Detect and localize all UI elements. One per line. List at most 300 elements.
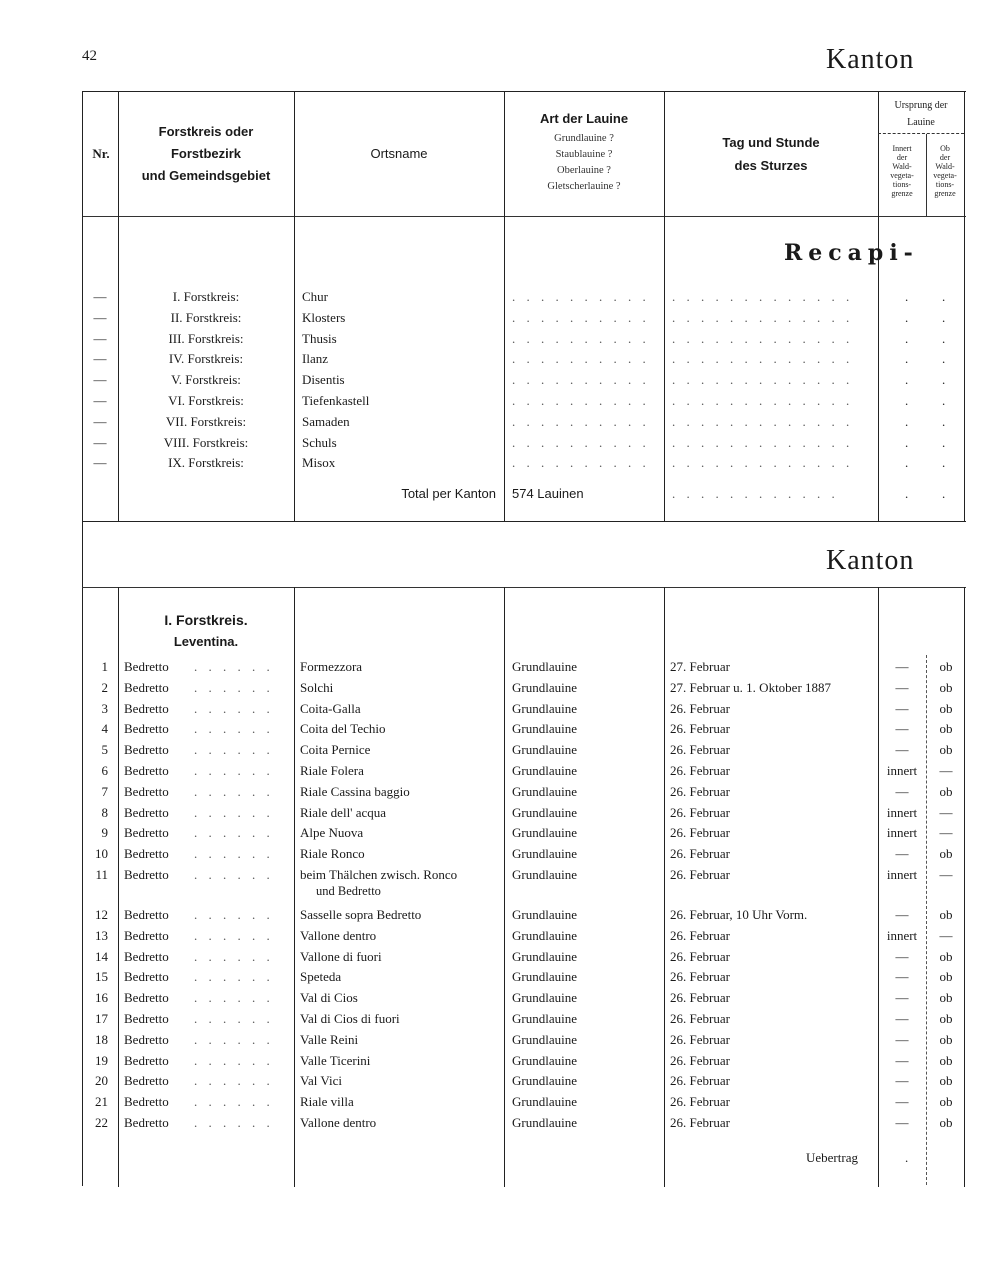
row-innert: — — [895, 1115, 909, 1130]
table-row — [0, 987, 1000, 1008]
section-title: I. Forstkreis. — [164, 612, 248, 628]
recap-title: Recapi- — [784, 240, 919, 266]
row-gemeinde: Bedretto — [124, 969, 169, 985]
recap-art-dots: . . . . . . . . . . — [512, 372, 650, 388]
row-ortsname: Formezzora — [300, 659, 363, 674]
recap-ort: Misox — [302, 455, 336, 471]
row-tag: 26. Februar — [670, 969, 730, 985]
row-leader-dots: . . . . . . — [194, 1011, 274, 1026]
recap-ob-dot: . — [942, 372, 946, 388]
total-mark-innert: . — [905, 486, 909, 501]
row-nr: 7 — [101, 783, 108, 799]
row-ortsname: Riale Ronco — [300, 846, 365, 862]
recap-kreis: VIII. Forstkreis: — [163, 434, 249, 450]
row-ob: — — [939, 763, 953, 778]
recap-ob-dot: . — [942, 413, 946, 429]
row-leader-dots: . . . . . . — [194, 700, 274, 716]
recap-tag-dots: . . . . . . . . . . . . . — [672, 309, 854, 325]
header-art-title: Art der Lauine — [539, 111, 629, 126]
row-gemeinde: Bedretto — [124, 927, 169, 943]
row-ortsname: Vallone di fuori — [300, 948, 382, 964]
recap-row — [0, 307, 1000, 328]
recap-tag-dots: . . . . . . . . . . . . . — [672, 434, 854, 450]
header-ursprung-1: Ursprung der — [894, 100, 948, 111]
row-innert: — — [895, 907, 909, 922]
header-tag-2: des Sturzes — [734, 158, 808, 173]
row-ortsname: Val di Cios — [300, 990, 358, 1006]
table-row — [0, 677, 1000, 698]
row-ob: ob — [939, 990, 953, 1006]
row-gemeinde: Bedretto — [124, 1115, 169, 1130]
recap-ort: Disentis — [302, 372, 345, 388]
row-innert: — — [895, 659, 909, 674]
recap-nr: — — [93, 330, 107, 346]
row-tag: 27. Februar — [670, 659, 730, 674]
section-top-rule — [82, 587, 966, 588]
row-nr: 2 — [101, 679, 108, 695]
row-gemeinde: Bedretto — [124, 659, 169, 674]
section-subtitle: Leventina. — [173, 634, 239, 649]
table-row — [0, 1008, 1000, 1029]
row-art: Grundlauine — [512, 969, 577, 985]
recap-tag-dots: . . . . . . . . . . . . . — [672, 372, 854, 388]
kanton-heading-top: Kanton — [826, 44, 915, 75]
recap-innert-dot: . — [905, 413, 909, 429]
header-ortsname: Ortsname — [370, 146, 428, 161]
recap-ob-dot: . — [942, 289, 946, 304]
row-art: Grundlauine — [512, 1011, 577, 1026]
recap-ob-dot: . — [942, 351, 946, 367]
row-gemeinde: Bedretto — [124, 1011, 169, 1026]
row-tag: 26. Februar — [670, 948, 730, 964]
row-innert: — — [895, 1052, 909, 1068]
recap-tag-dots: . . . . . . . . . . . . . — [672, 330, 854, 346]
row-tag: 26. Februar — [670, 804, 730, 820]
recap-innert-dot: . — [905, 372, 909, 388]
row-tag: 26. Februar — [670, 825, 730, 841]
row-gemeinde: Bedretto — [124, 1073, 169, 1089]
row-innert: — — [895, 1011, 909, 1026]
row-tag: 26. Februar — [670, 867, 730, 882]
row-nr: 16 — [95, 990, 108, 1006]
recap-ob-dot: . — [942, 455, 946, 471]
row-tag: 26. Februar — [670, 763, 730, 778]
row-art: Grundlauine — [512, 700, 577, 716]
row-innert: innert — [886, 763, 918, 778]
header-innert-1: Innert — [892, 144, 912, 153]
row-leader-dots: . . . . . . — [194, 948, 274, 964]
row-innert: — — [895, 721, 909, 737]
recap-row — [0, 328, 1000, 349]
table-row — [0, 739, 1000, 760]
recap-nr: — — [93, 434, 107, 450]
recap-ob-dot: . — [942, 434, 946, 450]
row-nr: 21 — [95, 1094, 108, 1110]
row-gemeinde: Bedretto — [124, 763, 169, 778]
header-bottom-rule — [82, 216, 966, 217]
header-ob-3: Wald- — [935, 162, 955, 171]
recap-kreis: V. Forstkreis: — [171, 372, 241, 388]
row-nr: 13 — [95, 927, 108, 943]
recap-ort: Schuls — [302, 434, 337, 450]
row-ob: ob — [939, 783, 953, 799]
row-gemeinde: Bedretto — [124, 846, 169, 862]
row-gemeinde: Bedretto — [124, 742, 169, 758]
recap-ob-dot: . — [942, 330, 946, 346]
table-row — [0, 904, 1000, 925]
header-ob-4: vegeta- — [933, 171, 957, 180]
recap-tag-dots: . . . . . . . . . . . . . — [672, 351, 854, 367]
row-art: Grundlauine — [512, 721, 577, 737]
row-art: Grundlauine — [512, 783, 577, 799]
row-innert: — — [895, 783, 909, 799]
row-nr: 17 — [95, 1011, 108, 1026]
row-ortsname: Solchi — [300, 679, 334, 695]
recap-art-dots: . . . . . . . . . . — [512, 455, 650, 471]
recap-kreis: III. Forstkreis: — [168, 330, 244, 346]
row-leader-dots: . . . . . . — [194, 907, 274, 922]
row-art: Grundlauine — [512, 659, 577, 674]
header-art-opt-3: Oberlauine ? — [557, 165, 611, 176]
header-innert — [878, 144, 926, 198]
total-label: Total per Kanton — [401, 486, 496, 501]
table-row — [0, 1050, 1000, 1071]
row-ortsname: Vallone dentro — [300, 927, 377, 943]
total-value: 574 Lauinen — [512, 486, 584, 501]
recap-ort: Samaden — [302, 413, 350, 429]
recap-kreis: I. Forstkreis: — [172, 289, 240, 304]
row-leader-dots: . . . . . . — [194, 742, 274, 758]
header-ob-6: grenze — [934, 189, 956, 198]
row-nr: 10 — [95, 846, 108, 862]
recap-art-dots: . . . . . . . . . . — [512, 289, 650, 304]
row-nr: 14 — [95, 948, 108, 964]
row-leader-dots: . . . . . . — [194, 721, 274, 737]
row-ob: — — [939, 804, 953, 820]
recap-row — [0, 369, 1000, 390]
row-leader-dots: . . . . . . — [194, 969, 274, 985]
row-tag: 26. Februar — [670, 1094, 730, 1110]
row-art: Grundlauine — [512, 1052, 577, 1068]
row-innert: — — [895, 1073, 909, 1089]
table-row — [0, 1029, 1000, 1050]
row-tag: 26. Februar — [670, 1073, 730, 1089]
ursprung-subrule — [878, 133, 964, 134]
header-ob-1: Ob — [940, 144, 950, 153]
row-nr: 20 — [95, 1073, 108, 1089]
row-innert: innert — [886, 927, 918, 943]
header-ursprung-2: Lauine — [907, 117, 935, 128]
row-gemeinde: Bedretto — [124, 907, 169, 922]
row-ortsname: Valle Reini — [300, 1031, 359, 1047]
row-nr: 4 — [101, 721, 108, 737]
row-leader-dots: . . . . . . — [194, 1073, 274, 1089]
table-row — [0, 698, 1000, 719]
row-ob: ob — [939, 1094, 953, 1110]
row-innert: — — [895, 969, 909, 985]
recap-art-dots: . . . . . . . . . . — [512, 351, 650, 367]
recap-tag-dots: . . . . . . . . . . . . . — [672, 455, 854, 471]
header-innert-5: tions- — [892, 180, 912, 189]
row-art: Grundlauine — [512, 1031, 577, 1047]
row-leader-dots: . . . . . . — [194, 679, 274, 695]
table-row — [0, 1070, 1000, 1091]
row-innert: — — [895, 990, 909, 1006]
header-nr: Nr. — [92, 146, 110, 161]
row-ob: ob — [939, 679, 953, 695]
row-leader-dots: . . . . . . — [194, 1094, 274, 1110]
row-art: Grundlauine — [512, 948, 577, 964]
recap-kreis: IX. Forstkreis: — [168, 455, 244, 471]
recap-nr: — — [93, 289, 107, 304]
row-ortsname: beim Thälchen zwisch. Ronco — [300, 867, 458, 882]
recap-ort: Ilanz — [302, 351, 328, 367]
row-nr: 22 — [95, 1115, 108, 1130]
recap-innert-dot: . — [905, 434, 909, 450]
table-row — [0, 864, 1000, 898]
row-nr: 1 — [101, 659, 108, 674]
row-leader-dots: . . . . . . — [194, 927, 274, 943]
row-ob: ob — [939, 1115, 953, 1130]
row-gemeinde: Bedretto — [124, 783, 169, 799]
row-tag: 26. Februar — [670, 742, 730, 758]
row-nr: 6 — [101, 763, 108, 778]
row-gemeinde: Bedretto — [124, 867, 169, 882]
recap-kreis: VII. Forstkreis: — [165, 413, 247, 429]
row-tag: 26. Februar, 10 Uhr Vorm. — [670, 907, 808, 922]
recap-innert-dot: . — [905, 455, 909, 471]
recap-row — [0, 411, 1000, 432]
row-tag: 26. Februar — [670, 1011, 730, 1026]
uebertrag-dot: . — [905, 1150, 909, 1165]
recap-tag-dots: . . . . . . . . . . . . . — [672, 413, 854, 429]
table-row — [0, 925, 1000, 946]
recap-tag-dots: . . . . . . . . . . . . . — [672, 393, 854, 408]
table-row — [0, 822, 1000, 843]
recap-ort: Klosters — [302, 309, 346, 325]
row-ob: — — [939, 867, 953, 882]
row-tag: 26. Februar — [670, 1115, 730, 1130]
row-ortsname: Riale Cassina baggio — [300, 783, 410, 799]
table-row — [0, 802, 1000, 823]
row-leader-dots: . . . . . . — [194, 1052, 274, 1068]
row-leader-dots: . . . . . . — [194, 846, 274, 862]
row-tag: 27. Februar u. 1. Oktober 1887 — [670, 679, 832, 695]
row-ob: ob — [939, 659, 953, 674]
header-innert-4: vegeta- — [890, 171, 914, 180]
row-nr: 5 — [101, 742, 108, 758]
row-ortsname: Riale Folera — [300, 763, 364, 778]
header-top-rule — [82, 91, 966, 92]
row-tag: 26. Februar — [670, 990, 730, 1006]
row-innert: innert — [886, 825, 918, 841]
recap-nr: — — [93, 393, 107, 408]
row-nr: 19 — [95, 1052, 108, 1068]
row-art: Grundlauine — [512, 804, 577, 820]
row-ob: ob — [939, 721, 953, 737]
row-tag: 26. Februar — [670, 927, 730, 943]
row-art: Grundlauine — [512, 825, 577, 841]
recap-kreis: VI. Forstkreis: — [168, 393, 244, 408]
row-nr: 12 — [95, 907, 108, 922]
row-art: Grundlauine — [512, 1094, 577, 1110]
recap-art-dots: . . . . . . . . . . — [512, 309, 650, 325]
page-number: 42 — [82, 48, 97, 64]
row-tag: 26. Februar — [670, 700, 730, 716]
row-innert: — — [895, 948, 909, 964]
table-row — [0, 781, 1000, 802]
row-ob: ob — [939, 846, 953, 862]
recap-nr: — — [93, 351, 107, 367]
row-art: Grundlauine — [512, 763, 577, 778]
recap-bottom-rule — [82, 521, 966, 522]
row-innert: — — [895, 1031, 909, 1047]
header-art-opt-1: Grundlauine ? — [554, 133, 614, 144]
table-row — [0, 718, 1000, 739]
table-row — [0, 760, 1000, 781]
recap-nr: — — [93, 372, 107, 388]
row-ob: — — [939, 927, 953, 943]
row-gemeinde: Bedretto — [124, 990, 169, 1006]
row-art: Grundlauine — [512, 679, 577, 695]
row-nr: 15 — [95, 969, 108, 985]
row-art: Grundlauine — [512, 1073, 577, 1089]
row-leader-dots: . . . . . . — [194, 867, 274, 882]
recap-ort: Tiefenkastell — [302, 393, 370, 408]
table-row — [0, 1112, 1000, 1133]
row-nr: 18 — [95, 1031, 108, 1047]
row-innert: — — [895, 700, 909, 716]
recap-innert-dot: . — [905, 393, 909, 408]
header-ob-2: der — [939, 153, 951, 162]
recap-row — [0, 390, 1000, 411]
recap-innert-dot: . — [905, 289, 909, 304]
recap-innert-dot: . — [905, 351, 909, 367]
row-gemeinde: Bedretto — [124, 825, 169, 841]
header-forstkreis-1: Forstkreis oder — [158, 124, 254, 139]
total-row — [0, 483, 1000, 504]
row-art: Grundlauine — [512, 867, 577, 882]
row-ortsname: Val di Cios di fuori — [300, 1011, 400, 1026]
row-leader-dots: . . . . . . — [194, 783, 274, 799]
header-art-opt-2: Staublauine ? — [555, 149, 613, 160]
recap-nr: — — [93, 309, 107, 325]
row-ortsname: Riale dell' acqua — [300, 804, 387, 820]
header-innert-3: Wald- — [892, 162, 912, 171]
recap-ob-dot: . — [942, 393, 946, 408]
row-tag: 26. Februar — [670, 1031, 730, 1047]
row-innert: — — [895, 846, 909, 862]
row-leader-dots: . . . . . . — [194, 804, 274, 820]
recap-row — [0, 286, 1000, 307]
row-art: Grundlauine — [512, 990, 577, 1006]
recap-nr: — — [93, 455, 107, 471]
header-tag-1: Tag und Stunde — [722, 135, 820, 150]
header-forstkreis-2: Forstbezirk — [170, 146, 242, 161]
kanton-heading-bottom: Kanton — [826, 545, 915, 576]
recap-nr: — — [93, 413, 107, 429]
row-ortsname: Coita del Techio — [300, 721, 386, 737]
row-innert: innert — [886, 804, 918, 820]
recap-row — [0, 348, 1000, 369]
row-ob: ob — [939, 1011, 953, 1026]
row-innert: innert — [886, 867, 918, 882]
row-ortsname: Vallone dentro — [300, 1115, 377, 1130]
row-nr: 9 — [101, 825, 108, 841]
row-gemeinde: Bedretto — [124, 1031, 169, 1047]
row-art: Grundlauine — [512, 1115, 577, 1130]
row-ortsname: Sasselle sopra Bedretto — [300, 907, 422, 922]
recap-row — [0, 432, 1000, 453]
row-ob: ob — [939, 948, 953, 964]
row-nr: 11 — [95, 867, 108, 882]
table-row — [0, 1091, 1000, 1112]
row-innert: — — [895, 742, 909, 758]
row-gemeinde: Bedretto — [124, 700, 169, 716]
row-innert: — — [895, 679, 909, 695]
recap-innert-dot: . — [905, 309, 909, 325]
header-innert-2: der — [896, 153, 908, 162]
row-ortsname: Coita Pernice — [300, 742, 371, 758]
table-row — [0, 843, 1000, 864]
row-ortsname: Riale villa — [300, 1094, 354, 1110]
row-tag: 26. Februar — [670, 1052, 730, 1068]
header-art-opt-4: Gletscherlauine ? — [547, 181, 621, 192]
recap-ort: Thusis — [302, 330, 337, 346]
row-tag: 26. Februar — [670, 783, 730, 799]
row-art: Grundlauine — [512, 907, 577, 922]
row-ob: ob — [939, 1052, 953, 1068]
header-innert-6: grenze — [891, 189, 913, 198]
row-gemeinde: Bedretto — [124, 679, 169, 695]
row-ortsname: Val Vici — [300, 1073, 342, 1089]
row-ortsname-cont: und Bedretto — [316, 884, 381, 898]
row-ob: ob — [939, 742, 953, 758]
row-leader-dots: . . . . . . — [194, 659, 274, 674]
row-ortsname: Coita-Galla — [300, 700, 361, 716]
recap-tag-dots: . . . . . . . . . . . . . — [672, 289, 854, 304]
table-row — [0, 946, 1000, 967]
row-leader-dots: . . . . . . — [194, 763, 274, 778]
row-ob: ob — [939, 907, 953, 922]
row-gemeinde: Bedretto — [124, 948, 169, 964]
recap-innert-dot: . — [905, 330, 909, 346]
row-leader-dots: . . . . . . — [194, 990, 274, 1006]
total-dots: . . . . . . . . . . . . — [672, 486, 839, 501]
row-ob: ob — [939, 1073, 953, 1089]
recap-kreis: IV. Forstkreis: — [168, 351, 244, 367]
row-gemeinde: Bedretto — [124, 721, 169, 737]
table-row — [0, 656, 1000, 677]
row-ortsname: Alpe Nuova — [300, 825, 364, 841]
recap-ob-dot: . — [942, 309, 946, 325]
recap-art-dots: . . . . . . . . . . — [512, 434, 650, 450]
row-tag: 26. Februar — [670, 721, 730, 737]
table-row — [0, 966, 1000, 987]
row-tag: 26. Februar — [670, 846, 730, 862]
row-ob: ob — [939, 1031, 953, 1047]
recap-art-dots: . . . . . . . . . . — [512, 413, 650, 429]
row-art: Grundlauine — [512, 846, 577, 862]
row-art: Grundlauine — [512, 927, 577, 943]
row-nr: 3 — [101, 700, 108, 716]
row-leader-dots: . . . . . . — [194, 825, 274, 841]
recap-row — [0, 452, 1000, 473]
row-ob: ob — [939, 969, 953, 985]
recap-art-dots: . . . . . . . . . . — [512, 393, 650, 408]
header-ob — [926, 144, 964, 198]
row-innert: — — [895, 1094, 909, 1110]
